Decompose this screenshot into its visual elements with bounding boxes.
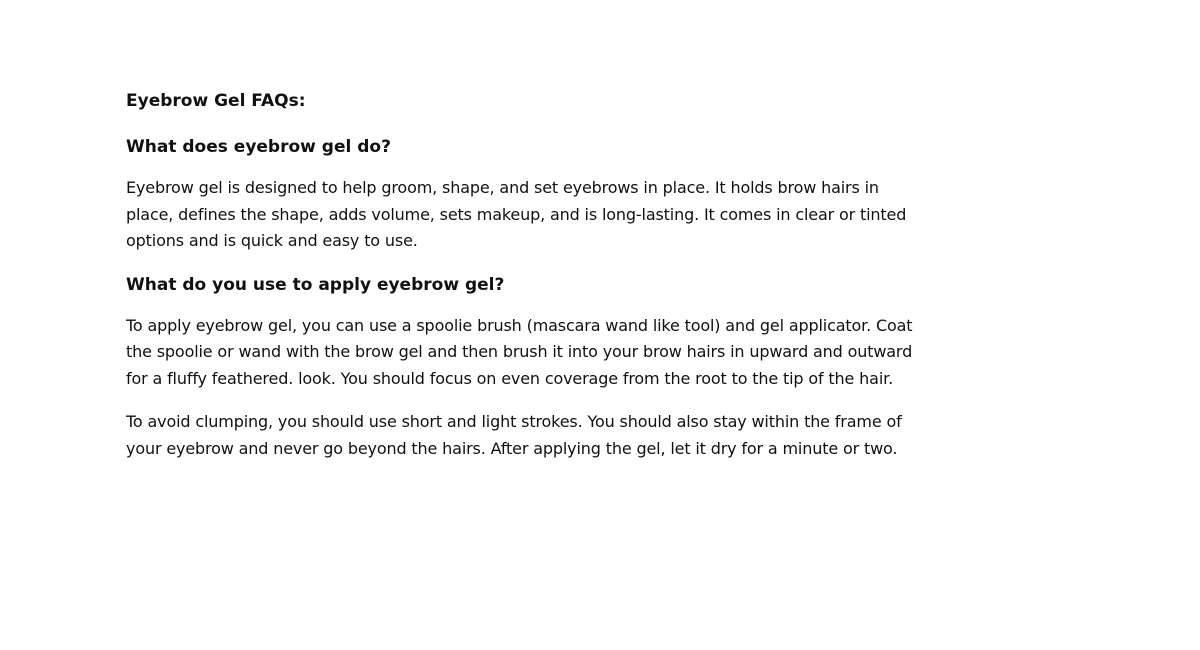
faq-title: Eyebrow Gel FAQs: (126, 91, 306, 111)
faq-article (126, 88, 916, 479)
faq-section-how-to-apply (126, 272, 916, 463)
faq-answer-paragraph: To apply eyebrow gel, you can use a spoolie brush (mascara wand like tool) and gel applicator. Coat the spoolie or wand with the brow gel and then brush it into your brow hairs in upward and outward for a fluffy feathered. look. You should focus on even coverage from the root to the tip of the hair. (126, 315, 913, 388)
faq-section-what-does-gel-do (126, 134, 916, 255)
faq-question: What do you use to apply eyebrow gel? (126, 274, 505, 295)
faq-question: What does eyebrow gel do? (126, 137, 391, 157)
faq-answer-paragraph: To avoid clumping, you should use short and light strokes. You should also stay within the frame of your eyebrow and never go beyond the hairs. After applying the gel, let it dry for a minute or two. (126, 412, 902, 458)
faq-answer-paragraph: Eyebrow gel is designed to help groom, shape, and set eyebrows in place. It holds brow hairs in place, defines the shape, adds volume, sets makeup, and is long-lasting. It comes in clear or tinted options and is quick and easy to use. (126, 178, 907, 250)
